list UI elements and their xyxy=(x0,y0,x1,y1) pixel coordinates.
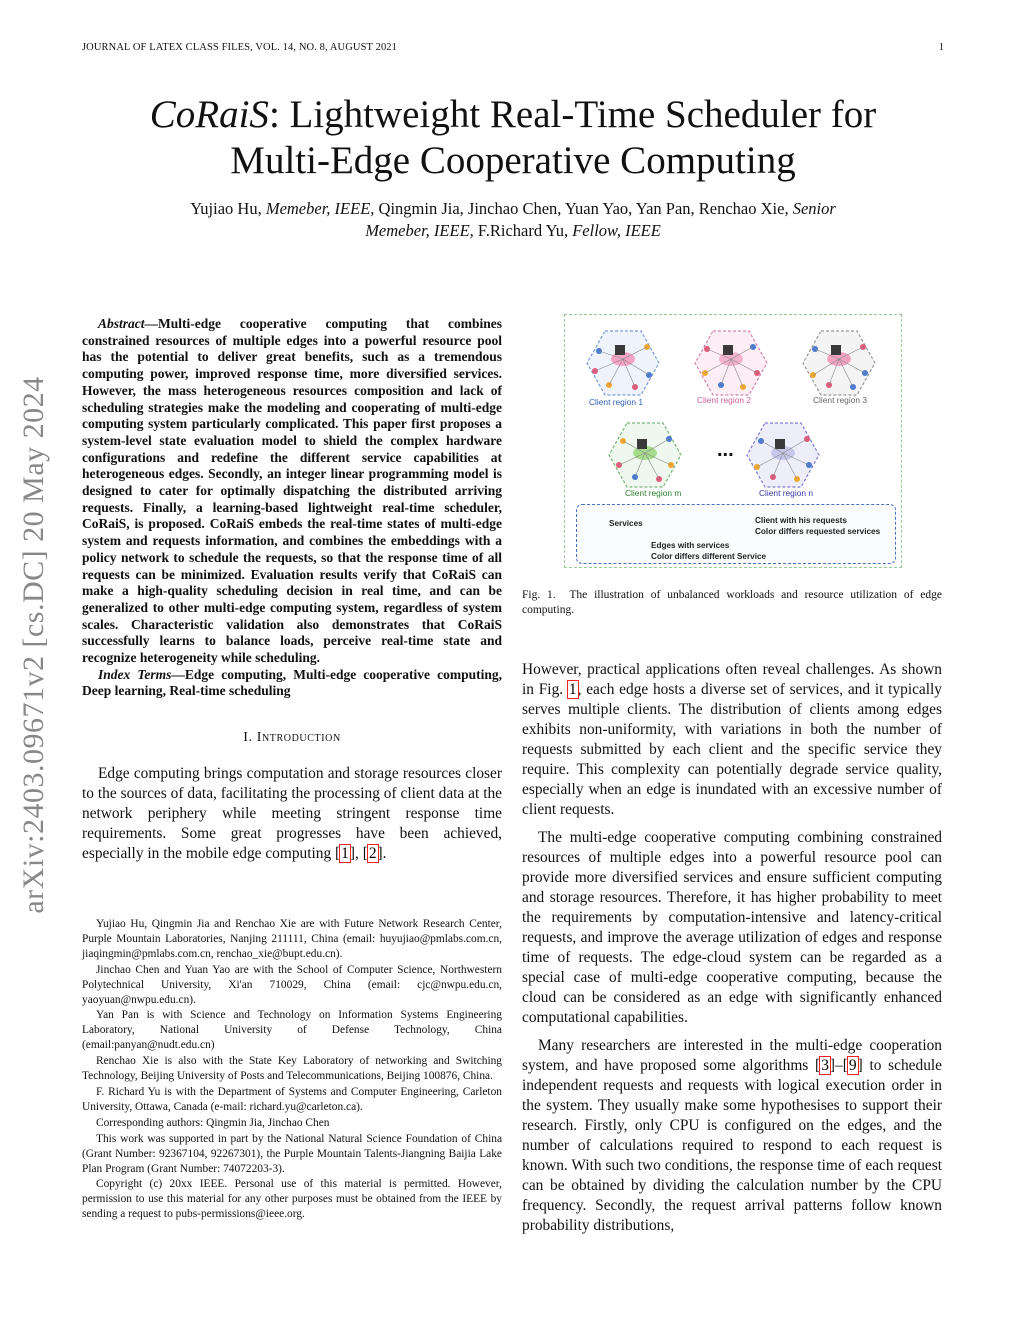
author-text: Qingmin Jia, Jinchao Chen, Yuan Yao, Yan Pan, Renchao Xie, xyxy=(374,199,793,218)
arxiv-stamp xyxy=(4,345,64,945)
author-membership: Memeber, IEEE, xyxy=(265,199,375,218)
figure-legend xyxy=(576,504,896,564)
right-column xyxy=(522,660,942,1236)
server-rack xyxy=(615,345,625,355)
footnote: Yujiao Hu, Qingmin Jia and Renchao Xie are with Future Network Research Center, Purple Mountain Laboratories, Nanjing 211111, China (email: huyujiao@pmlabs.com.cn, jiaqingmin@pmlabs.com.cn, renchao_xie@bupt.edu.cn). xyxy=(82,918,502,960)
citation-link[interactable]: 1 xyxy=(341,845,349,863)
legend-edges: Edges with services xyxy=(651,541,730,550)
figure-label: Fig. 1. xyxy=(522,589,556,601)
server-rack xyxy=(775,439,785,449)
citation-link[interactable]: 3 xyxy=(821,1057,829,1074)
author-text: F.Richard Yu, xyxy=(473,221,573,240)
author-membership: Memeber, IEEE, xyxy=(365,221,474,240)
paragraph-text: Many researchers are interested in the multi-edge cooperation system, and have proposed some algorithms xyxy=(522,1037,942,1074)
region-label-1: Client region 1 xyxy=(589,397,644,407)
footnote: Renchao Xie is also with the State Key Laboratory of networking and Switching Technology, Beijing University of Posts and Telecommunications, Beijing 100876, China. xyxy=(82,1055,502,1083)
server-rack xyxy=(637,439,647,449)
citation-link[interactable]: 2 xyxy=(368,845,377,863)
index-terms-text: —Edge computing, Multi-edge cooperative computing, Deep learning, Real-time scheduling xyxy=(82,666,503,699)
paragraph: Many researchers are interested in the multi-edge cooperation system, and have proposed some algorithms [3]–[9] to schedule independent requests and requests with logical execution order in the system. They usually make some hypothesises to support their research. Firstly, only CPU is configured on the edges, and the number of calculations required to respond to each request is known. With such two conditions, the response time of each request can be obtained by dividing the calculation number by the CPU frequency. Secondly, the request arrival patterns follow known probability distributions, xyxy=(522,1037,943,1234)
legend-client: Client with his requests xyxy=(755,516,847,525)
citation-link[interactable]: 9 xyxy=(848,1057,857,1074)
paragraph: The multi-edge cooperative computing combining constrained resources of multiple edges into a powerful resource pool can provide more diversified services and ensure sufficient computing and storage resources. Therefore, it has higher probability to meet the requirements by computation-intensive and latency-critical requests, and improve the average utilization of edges and response time of requests. The edge-cloud system can be regarded as a special case of multi-edge cooperative computing, because the cloud can be considered as an edge with significantly enhanced computational capabilities. xyxy=(522,829,942,1026)
author-membership: Fellow, IEEE xyxy=(572,221,661,240)
title-line1-rest: : Lightweight Real-Time Scheduler for xyxy=(268,93,877,136)
server-rack xyxy=(723,345,733,355)
region-label-n: Client region n xyxy=(759,488,814,498)
intro-paragraph: Edge computing brings computation and storage resources closer to the sources of data, facilitating the processing of client data at the network periphery while meeting stringent response time requirements. Some great progresses have been achieved, especially in the mobile edge computing [1], [2]. xyxy=(82,765,502,863)
index-terms-label: Index Terms xyxy=(98,666,172,682)
author-membership: Senior xyxy=(792,199,836,218)
figure-caption-text: The illustration of unbalanced workloads and resource utilization of edge computing. xyxy=(522,589,942,616)
title-line2: Multi-Edge Cooperative Computing xyxy=(230,139,796,182)
author-text: Yujiao Hu, xyxy=(190,199,266,218)
section-title: Introduction xyxy=(256,730,341,746)
abstract-label: Abstract xyxy=(98,316,145,331)
region-label-3: Client region 3 xyxy=(813,395,868,405)
footnote: Yan Pan is with Science and Technology on Information Systems Engineering Laboratory, National University of Defense Technology, China (email:panyan@nudt.edu.cn) xyxy=(82,1009,502,1052)
legend-client-sub: Color differs requested services xyxy=(755,527,881,536)
paragraph-text: to schedule independent requests and requests with logical execution order in the system. They usually make some hypothesises to support their research. Firstly, only CPU is configured on the edges, and the number of calculations required to respond to each request is known. With such two conditions, the response time of each request can be obtained by dividing the calculation number by the CPU frequency. Secondly, the request arrival patterns follow known probability distributions, xyxy=(522,1057,943,1234)
figure-caption xyxy=(522,588,942,617)
page-number: 1 xyxy=(938,42,944,53)
left-column xyxy=(82,316,502,864)
server-rack xyxy=(831,345,841,355)
running-header: JOURNAL OF LATEX CLASS FILES, VOL. 14, NO. 8, AUGUST 2021 xyxy=(82,42,397,53)
footnote: Corresponding authors: Qingmin Jia, Jinchao Chen xyxy=(96,1116,330,1129)
title-system-name: CoRaiS xyxy=(149,93,269,136)
abstract xyxy=(82,316,502,700)
section-number: I. xyxy=(243,730,253,746)
section-heading xyxy=(82,730,502,746)
legend-edges-sub: Color differs different Service xyxy=(651,552,767,561)
citation-range-dash: – xyxy=(835,1057,843,1074)
region-label-2: Client region 2 xyxy=(697,395,752,405)
region-label-m: Client region m xyxy=(625,488,682,498)
abstract-text: —Multi-edge cooperative computing that combines constrained resources of multiple edges into a powerful resource pool has the potential to deliver great benefits, such as a tremendous computing power, improved response time, more diversified services. However, the mass heterogeneous resources composition and lack of scheduling strategies make the modeling and cooperating of multi-edge computing system particularly complicated. This paper first proposes a system-level state evaluation model to shield the complex hardware configurations and redefine the different service capabilities at heterogeneous edges. Secondly, an integer linear programming model is designed to cater for optimally dispatching the distributed arriving requests. Finally, a learning-based lightweight real-time scheduler, CoRaiS, is proposed. CoRaiS embeds the real-time states of multi-edge system and requests information, and combines the embeddings with a policy network to schedule the requests, so that the response time of all requests can be minimized. Evaluation results verify that CoRaiS can make a high-quality scheduling decision in real time, and can be generalized to other multi-edge computing system, regardless of system scales. Characteristic validation also demonstrates that CoRaiS successfully learns to balance loads, perceive real-time state and recognize heterogeneity while scheduling. xyxy=(82,316,502,666)
footnote: Jinchao Chen and Yuan Yao are with the School of Computer Science, Northwestern Polytechnical University, Xi'an 710029, China (email: cjc@nwpu.edu.cn, yaoyuan@nwpu.edu.cn). xyxy=(82,963,502,1006)
paragraph xyxy=(522,660,942,820)
footnote: This work was supported in part by the National Natural Science Foundation of China (Grant Number: 92367104, 92267301), the Purple Mountain Talents-Jiangning Baijia Lake Plan Program (Grant Number: 74072203-3). xyxy=(82,1132,502,1175)
figure-link[interactable]: 1 xyxy=(568,681,577,698)
paragraph-text: However, practical applications often reveal challenges. As shown in Fig. xyxy=(522,661,942,698)
legend-services: Services xyxy=(609,519,643,528)
author-footnotes xyxy=(82,917,502,1223)
arxiv-stamp-text: arXiv:2403.09671v2 [cs.DC] 20 May 2024 xyxy=(17,376,50,914)
author-list xyxy=(82,198,944,242)
footnote: Copyright (c) 20xx IEEE. Personal use of this material is permitted. However, permission to use this material for any other purposes must be obtained from the IEEE by sending a request to pubs-permissions@ieee.org. xyxy=(82,1178,502,1221)
region-ellipsis: ... xyxy=(717,439,734,461)
intro-text: Edge computing brings computation and storage resources closer to the sources of data, facilitating the processing of client data at the network periphery while meeting stringent response time requirements. Some great progresses have been achieved, especially in the mobile edge computing xyxy=(82,765,502,863)
paragraph-text: , each edge hosts a diverse set of services, and it typically serves multiple clients. The distribution of clients among edges exhibits non-uniformity, with variations in both the number of requests submitted by each client and the specific service they require. This complexity can potentially degrade service quality, especially when an edge is inundated with an excessive number of client requests. xyxy=(522,681,943,818)
footnote: F. Richard Yu is with the Department of Systems and Computer Engineering, Carleton University, Ottawa, Canada (e-mail: richard.yu@carleton.ca). xyxy=(82,1085,502,1113)
paper-title xyxy=(82,92,944,184)
